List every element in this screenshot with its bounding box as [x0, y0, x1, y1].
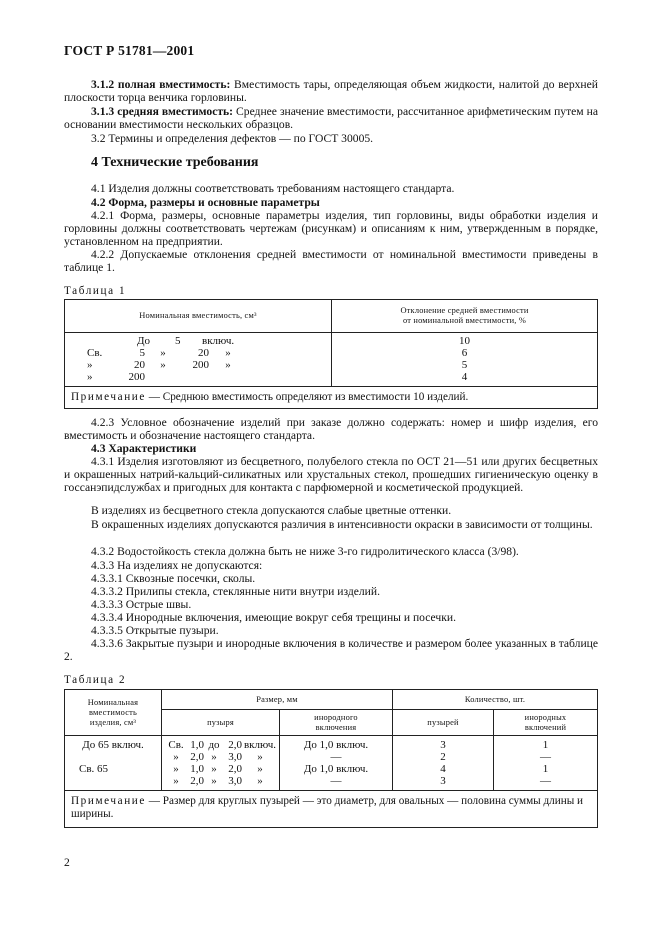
cell-part: 3,0: [228, 751, 242, 763]
table-row: [166, 739, 279, 751]
table-row: [166, 763, 279, 775]
heading-4-2: 4.2 Форма, размеры и основные параметры: [91, 196, 320, 209]
table-row: [87, 347, 331, 359]
table-2-header-size: Размер, мм: [162, 690, 393, 710]
table-row: [166, 775, 279, 787]
bubble-count: 4: [440, 763, 446, 775]
table-2-header-nominal: [65, 690, 162, 736]
table-2-header-inclusion-count: [494, 710, 598, 736]
deviation-value: 4: [461, 371, 468, 383]
table-1-header-deviation: [332, 300, 598, 333]
paragraph-3-1-3: [64, 105, 598, 131]
paragraph-4-3-1-b: В изделиях из бесцветного стекла допускаются слабые цветные оттенки.: [91, 504, 452, 517]
table-1-caption: Таблица 1: [64, 285, 127, 297]
cell-part: »: [257, 751, 263, 763]
table-2-note: [65, 791, 598, 828]
header-line: вместимость: [89, 707, 137, 717]
table-row: [87, 335, 331, 347]
cell-part: 2,0: [190, 751, 204, 763]
cell-part: »: [257, 775, 263, 787]
nominal-value: [65, 775, 161, 787]
paragraph-4-3-1-c: В окрашенных изделиях допускаются различия в интенсивности окраски в зависимости от толщины.: [91, 518, 593, 531]
table-2-nominal-cell: [65, 736, 162, 791]
cell-part: »: [211, 751, 217, 763]
table-row: [166, 751, 279, 763]
cell-part: »: [173, 763, 179, 775]
cell-part: [87, 335, 137, 347]
paragraph-4-3-2: 4.3.2 Водостойкость стекла должна быть не ниже 3-го гидролитического класса (3/98).: [91, 545, 519, 558]
paragraph-4-2-3: 4.2.3 Условное обозначение изделий при заказе должно содержать: номер и шифр изделия, его вместимость и обозначение настоящего стандарта.: [64, 416, 598, 443]
page-number: 2: [64, 856, 70, 869]
header-line: Номинальная: [87, 697, 139, 707]
cell-part: »: [173, 751, 179, 763]
header-line: Отклонение средней вместимости: [400, 306, 529, 315]
note-text: — Размер для круглых пузырей — это диаметр, для овальных — половина суммы длины и ширины.: [71, 795, 584, 820]
header-line: включения: [315, 722, 357, 732]
cell-part: »: [160, 359, 166, 371]
paragraph-4-3-3-6: 4.3.3.6 Закрытые пузыри и инородные включения в количестве и размером более указанных в таблице 2.: [64, 637, 598, 664]
table-2-header-inclusion-size: [280, 710, 393, 736]
cell-part: до: [208, 739, 220, 751]
cell-part: 1,0: [190, 739, 204, 751]
table-1-note: [65, 387, 598, 409]
table-2-bubble-count-cell: [393, 736, 494, 791]
deviation-value: 5: [461, 359, 468, 371]
cell-part: Св.: [87, 347, 103, 359]
nominal-value: Св. 65: [79, 763, 109, 775]
cell-part: »: [87, 371, 93, 383]
header-line: изделия, см³: [89, 717, 137, 727]
table-1-nominal-cell: [65, 333, 332, 387]
deviation-value: 6: [461, 347, 468, 359]
paragraph-4-3-3-3: 4.3.3.3 Острые швы.: [91, 598, 192, 611]
note-text: — Среднюю вместимость определяют из вместимости 10 изделий.: [145, 391, 469, 403]
cell-part: »: [225, 347, 231, 359]
paragraph-4-3-3-4: 4.3.3.4 Инородные включения, имеющие вокруг себя трещины и посечки.: [91, 611, 456, 624]
cell-part: 1,0: [190, 763, 204, 775]
table-1-deviation-cell: [332, 333, 598, 387]
cell-part: 200: [192, 359, 209, 371]
inclusion-size: До 1,0 включ.: [303, 739, 369, 751]
table-1: [64, 299, 598, 409]
paragraph-4-3-1: 4.3.1 Изделия изготовляют из бесцветного, полубелого стекла по ОСТ 21—51 или других бесцветных и окрашенных натрий-кальций-силикатных или хрустальных стекол, прошедших гигиеническую оценку в госсанэпидслужбах и пригодных для контакта с парфюмерной и косметической продукцией.: [64, 455, 598, 495]
cell-part: 200: [128, 371, 145, 383]
cell-part: 5: [175, 335, 181, 347]
header-line: от номинальной вместимости, %: [402, 316, 527, 325]
cell-part: 2,0: [190, 775, 204, 787]
cell-part: 3,0: [228, 775, 242, 787]
cell-part: »: [87, 359, 93, 371]
table-2-inclusion-size-cell: [280, 736, 393, 791]
table-2-header-bubble-count: пузырей: [393, 710, 494, 736]
bubble-count: 3: [440, 775, 446, 787]
table-row: [87, 359, 331, 371]
inclusion-size: До 1,0 включ.: [303, 763, 369, 775]
paragraph-text: Вместимость тары, определяющая объем жидкости, налитой до верхней плоскости торца венчика горловины.: [64, 78, 598, 105]
table-2-inclusion-count-cell: [494, 736, 598, 791]
paragraph-4-1: 4.1 Изделия должны соответствовать требованиям настоящего стандарта.: [91, 182, 455, 195]
paragraph-3-2: 3.2 Термины и определения дефектов — по ГОСТ 30005.: [91, 132, 374, 145]
table-row: [87, 371, 331, 383]
nominal-value: До 65 включ.: [82, 739, 144, 751]
document-header: ГОСТ Р 51781—2001: [64, 43, 195, 58]
table-2: [64, 689, 598, 828]
cell-part: »: [225, 359, 231, 371]
header-line: включений: [524, 722, 567, 732]
inclusion-count: —: [540, 751, 551, 763]
cell-part: »: [257, 763, 263, 775]
header-line: инородных: [524, 712, 567, 722]
nominal-value: [65, 751, 161, 763]
inclusion-size: —: [330, 775, 342, 787]
cell-part: »: [211, 775, 217, 787]
paragraph-4-2-1: 4.2.1 Форма, размеры, основные параметры изделия, тип горловины, виды обработки изделия и горловины должны соответствовать чертежам (рисункам) и описаниям к ним, утвержденным в порядке, установленном на предприятии.: [64, 209, 598, 249]
cell-part: Св.: [168, 739, 184, 751]
cell-part: »: [211, 763, 217, 775]
cell-part: »: [160, 347, 166, 359]
cell-part: 20: [198, 347, 209, 359]
term-mean-capacity: 3.1.3 средняя вместимость:: [91, 105, 234, 118]
bubble-count: 2: [440, 751, 446, 763]
cell-part: 2,0: [228, 739, 242, 751]
cell-part: включ.: [243, 739, 277, 751]
table-2-header-bubble-size: пузыря: [162, 710, 280, 736]
inclusion-count: —: [540, 775, 551, 787]
section-4-title: 4 Технические требования: [91, 155, 259, 170]
heading-4-3: 4.3 Характеристики: [91, 442, 197, 455]
cell-part: включ.: [202, 335, 235, 347]
table-1-header-nominal: Номинальная вместимость, см³: [65, 300, 332, 333]
paragraph-text: Среднее значение вместимости, рассчитанное арифметическим путем на основании вместимости нескольких образцов.: [64, 105, 598, 132]
paragraph-4-3-3: 4.3.3 На изделиях не допускаются:: [91, 559, 263, 572]
cell-part: 20: [134, 359, 145, 371]
term-full-capacity: 3.1.2 полная вместимость:: [91, 78, 231, 91]
paragraph-4-3-3-1: 4.3.3.1 Сквозные посечки, сколы.: [91, 572, 256, 585]
table-2-caption: Таблица 2: [64, 674, 127, 686]
cell-part: »: [173, 775, 179, 787]
note-label: Примечание: [71, 795, 146, 807]
header-line: инородного: [314, 712, 358, 722]
paragraph-4-2-2: 4.2.2 Допускаемые отклонения средней вместимости от номинальной вместимости приведены в таблице 1.: [64, 248, 598, 275]
inclusion-count: 1: [542, 739, 549, 751]
note-label: Примечание: [71, 391, 146, 403]
inclusion-size: —: [330, 751, 342, 763]
paragraph-3-1-2: [64, 78, 598, 104]
bubble-count: 3: [440, 739, 446, 751]
table-2-bubble-size-cell: [162, 736, 280, 791]
paragraph-4-3-3-5: 4.3.3.5 Открытые пузыри.: [91, 624, 219, 637]
table-2-header-qty: Количество, шт.: [393, 690, 598, 710]
deviation-value: 10: [459, 335, 470, 347]
inclusion-count: 1: [542, 763, 549, 775]
cell-part: 5: [139, 347, 145, 359]
paragraph-4-3-3-2: 4.3.3.2 Прилипы стекла, стеклянные нити внутри изделий.: [91, 585, 380, 598]
cell-part: До: [137, 335, 151, 347]
cell-part: 2,0: [228, 763, 242, 775]
